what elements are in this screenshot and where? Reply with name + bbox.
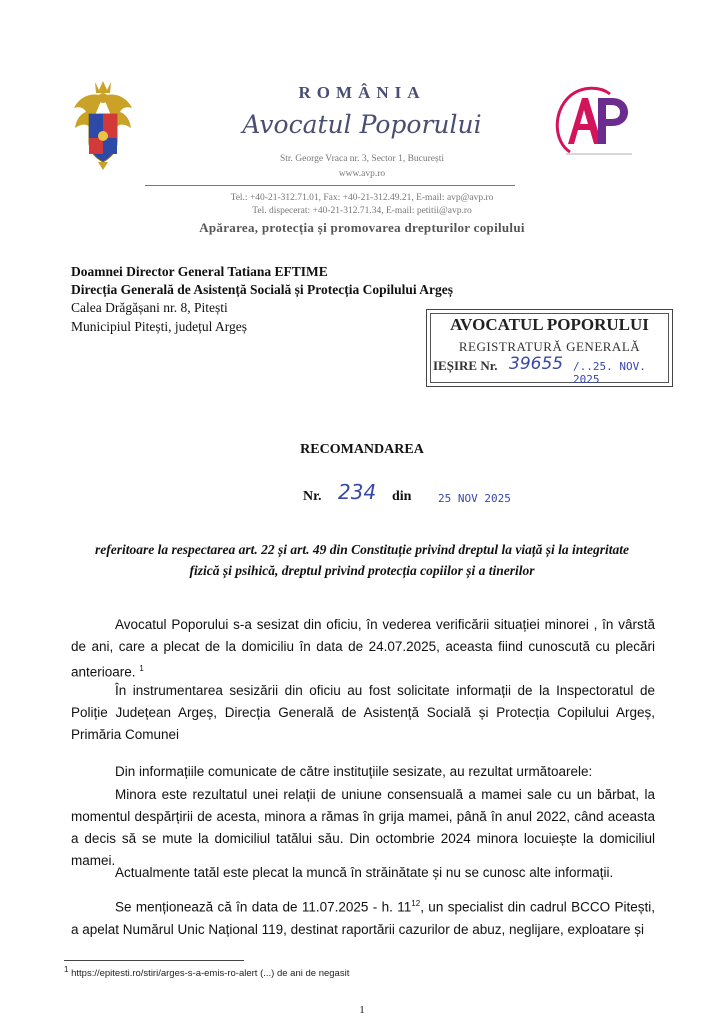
paragraph-1: Avocatul Poporului s-a sesizat din oficiu, în vederea verificării situației minorei , în vârstă de ani, care a plecat de la domiciliu în data de 24.07.2025, aceasta fiind cunoscută cu plecări anterioare. $^1$: [71, 617, 655, 680]
recipient-name: Doamnei Director General Tatiana EFTIME: [71, 264, 328, 279]
avp-logo-icon: [548, 82, 636, 162]
stamp-subtitle: REGISTRATURĂ GENERALĂ: [458, 339, 641, 354]
registry-stamp: [426, 309, 673, 387]
page-number: 1: [359, 1004, 365, 1016]
paragraph-6: Se menționează că în data de 11.07.2025 - h. $11^{12}$, un specialist din cadrul BCCO Pitești, a apelat Numărul Unic Național 119, destinat raportării cazurilor de abuz, neglijare, exploatare și: [71, 899, 655, 937]
stamp-number: 39655: [509, 354, 564, 374]
paragraph-5: Actualmente tatăl este plecat la muncă în străinătate și nu se cunosc alte informații.: [115, 865, 614, 880]
header-motto: Apărarea, protecția și promovarea drepturilor copilului: [199, 220, 525, 235]
footnote-ref: 1: [139, 664, 144, 673]
date-label: din: [392, 489, 412, 504]
recipient-street: Calea Drăgășani nr. 8, Pitești: [71, 300, 228, 315]
subject-line-2: fizică și psihică, dreptul privind protecția copiilor și a tinerilor: [189, 563, 535, 578]
stamp-date: /..25. NOV. 2025: [573, 360, 646, 386]
subject-line-1: referitoare la respectarea art. 22 și art. 49 din Constituție privind dreptul la viață și la integritate: [94, 542, 629, 557]
header-divider: [145, 185, 515, 186]
paragraph-4: Minora este rezultatul unei relații de uniune consensuală a mamei sale cu un bărbat, la momentul despărțirii de acesta, minora a rămas în grija mamei, până în anul 2022, când aceasta a decis să se mute la domiciliul tatălui său. Din octombrie 2024 minora locuiește la domiciliul mamei.: [71, 787, 655, 868]
number-value: 234: [338, 480, 377, 504]
footnote: $^1$ https://epitesti.ro/stiri/arges-s-a-emis-ro-alert (...) de ani de negasit: [64, 965, 350, 980]
document-title: RECOMANDAREA: [300, 442, 424, 457]
stamp-title: AVOCATUL POPORULUI: [450, 315, 649, 334]
footnote-divider: [64, 960, 244, 961]
institution-address: Str. George Vraca nr. 3, Sector 1, București: [280, 154, 444, 164]
stamp-label: IEȘIRE Nr.: [433, 358, 498, 373]
paragraph-3: Din informațiile comunicate de către instituțiile sesizate, au rezultat următoarele:: [115, 764, 593, 779]
institution-title: Avocatul Poporului: [242, 110, 482, 139]
date-value: 25 NOV 2025: [438, 492, 511, 505]
recipient-city: Municipiul Pitești, județul Argeș: [71, 319, 248, 334]
country-title: ROMÂNIA: [298, 83, 426, 102]
institution-website: www.avp.ro: [338, 169, 386, 179]
footnote-link[interactable]: https://epitesti.ro/stiri/arges-s-a-emis-ro-alert (...) de ani de negasit: [71, 968, 350, 980]
paragraph-2: În instrumentarea sesizării din oficiu au fost solicitate informații de la Inspectoratul de Poliție Județean Argeș, Direcția Generală de Asistență Socială și Protecția Copilului Argeș, Primăria Comunei: [71, 683, 655, 742]
recipient-institution: Direcția Generală de Asistență Socială și Protecția Copilului Argeș: [71, 282, 453, 297]
contact-line-2: Tel. dispecerat: +40-21-312.71.34, E-mail: petitii@avp.ro: [252, 206, 472, 216]
number-label: Nr.: [303, 489, 322, 504]
contact-line-1: Tel.: +40-21-312.71.01, Fax: +40-21-312.49.21, E-mail: avp@avp.ro: [230, 193, 494, 203]
